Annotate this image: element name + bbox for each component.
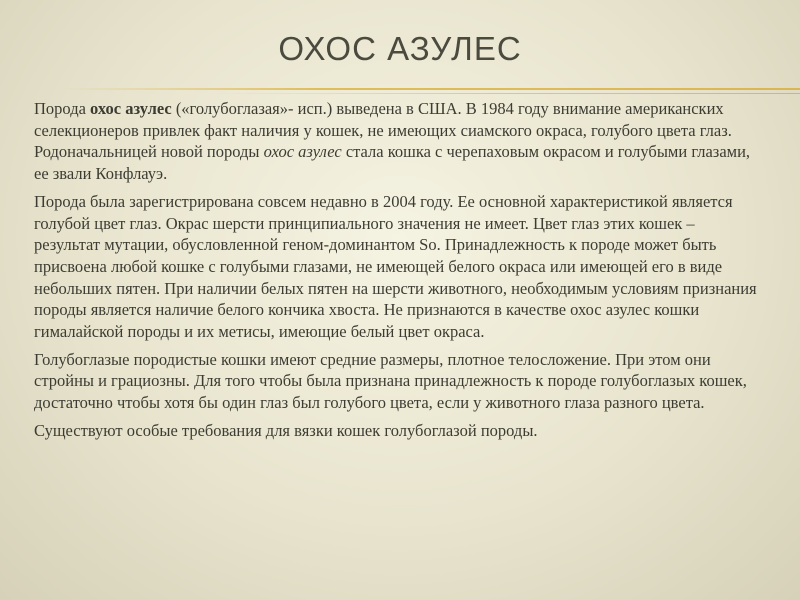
breed-name-bold: охос азулес — [90, 99, 172, 118]
paragraph-1-part-5: стала кошка с черепаховым окрасом и голубыми глазами, ее звали Конфлауэ. — [34, 142, 751, 184]
title-divider-thin — [60, 93, 800, 94]
paragraph-4: Существуют особые требования для вязки кошек голубоглазой породы. — [34, 420, 538, 440]
paragraph-1-part-1: Порода — [34, 99, 91, 118]
slide-body — [34, 98, 764, 448]
paragraph-3: Голубоглазые породистые кошки имеют средние размеры, плотное телосложение. При этом они стройны и грациозны. Для того чтобы была признана принадлежность к породе голубоглазых кошек, достаточно чтобы хотя бы один глаз был голубого цвета, если у животного глаза разного цвета. — [34, 349, 747, 413]
paragraph-2: Порода была зарегистрирована совсем недавно в 2004 году. Ее основной характеристикой является голубой цвет глаз. Окрас шерсти принципиального значения не имеет. Цвет глаз этих кошек – результат мутации, обусловленной геном-доминантом So. Принадлежность к породе может быть присвоена любой кошке с голубыми глазами, не имеющей белого окраса или имеющей его в виде небольших пятен. При наличии белых пятен на шерсти животного, необходимым условиям признания породы является наличие белого кончика хвоста. Не признаются в качестве охос азулес кошки гималайской породы и их метисы, имеющие белый цвет окраса. — [34, 191, 757, 342]
paragraph-1-part-3: («голубоглазая»- исп.) выведена в США. В 1984 году внимание американских селекционеров привлек факт наличия у кошек, не имеющих сиамского окраса, голубого цвета глаз. Родоначальницей новой породы — [34, 99, 732, 162]
paragraph-1 — [34, 98, 764, 185]
breed-name-italic: охос азулес — [263, 142, 342, 162]
slide-title: ОХОС АЗУЛЕС — [278, 30, 522, 67]
title-divider — [60, 88, 800, 90]
